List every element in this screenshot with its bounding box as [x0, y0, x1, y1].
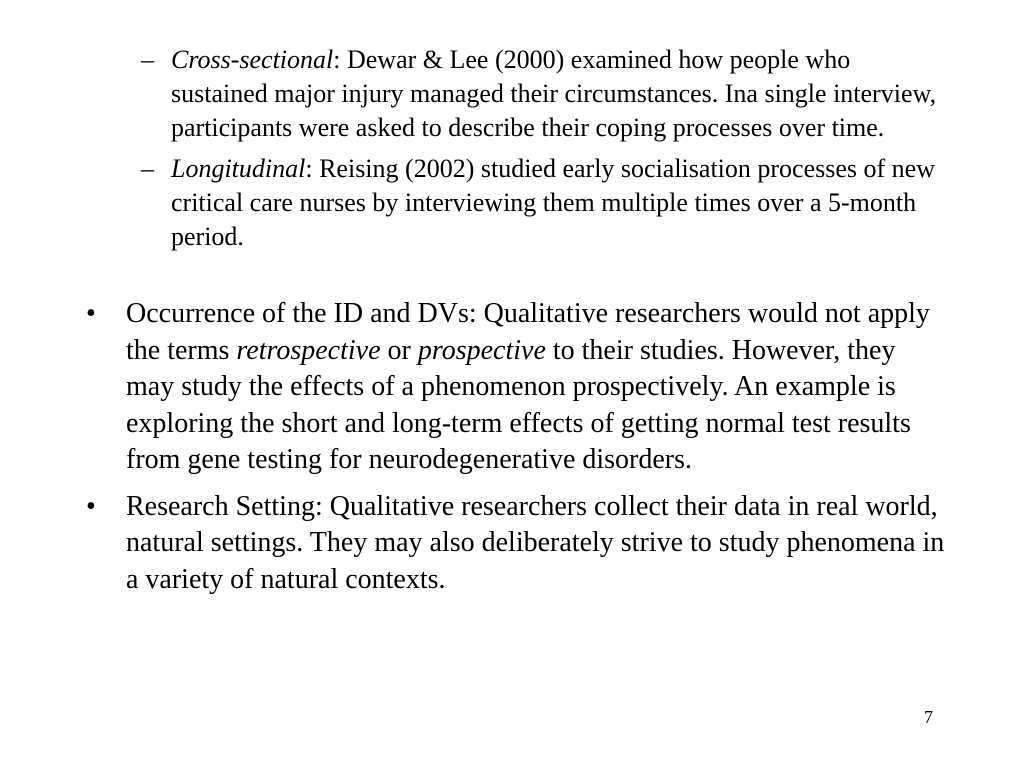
longitudinal-description: : Reising (2002) studied early socialisation processes of new critical care nurses by interviewing them multiple times over a 5-month period. [171, 154, 935, 251]
bullet-research-setting [86, 489, 946, 599]
occurrence-text-part-3: to their studies. However, they may study the effects of a phenomenon prospectively. An example is exploring the short and long-term effects of getting normal test results from gene testing for neurodegenerative disorders. [126, 334, 911, 475]
occurrence-text-part-2: or [380, 334, 418, 366]
term-retrospective: retrospective [236, 334, 381, 366]
research-setting-text: Research Setting: Qualitative researchers collect their data in real world, natural settings. They may also deliberately strive to study phenomena in a variety of natural contexts. [126, 490, 945, 595]
dash-marker: – [141, 154, 154, 183]
term-prospective: prospective [417, 334, 546, 366]
page-number: 7 [924, 707, 933, 727]
sub-bullet-longitudinal [141, 152, 941, 254]
main-bullet-list [86, 296, 946, 608]
cross-sectional-description: : Dewar & Lee (2000) examined how people who sustained major injury managed their circumstances. Ina single interview, participants were asked to describe their coping processes over time. [171, 45, 937, 142]
term-longitudinal: Longitudinal [171, 154, 306, 183]
sub-bullet-cross-sectional [141, 43, 941, 145]
bullet-marker: • [86, 490, 96, 522]
term-cross-sectional: Cross-sectional [171, 45, 334, 74]
sub-bullet-list [141, 43, 941, 261]
bullet-marker: • [86, 298, 96, 329]
dash-marker: – [141, 45, 154, 74]
occurrence-text-part-1: Occurrence of the ID and DVs: Qualitative researchers would not apply the terms [126, 298, 930, 366]
bullet-occurrence-of-id-and-dvs [86, 296, 946, 479]
